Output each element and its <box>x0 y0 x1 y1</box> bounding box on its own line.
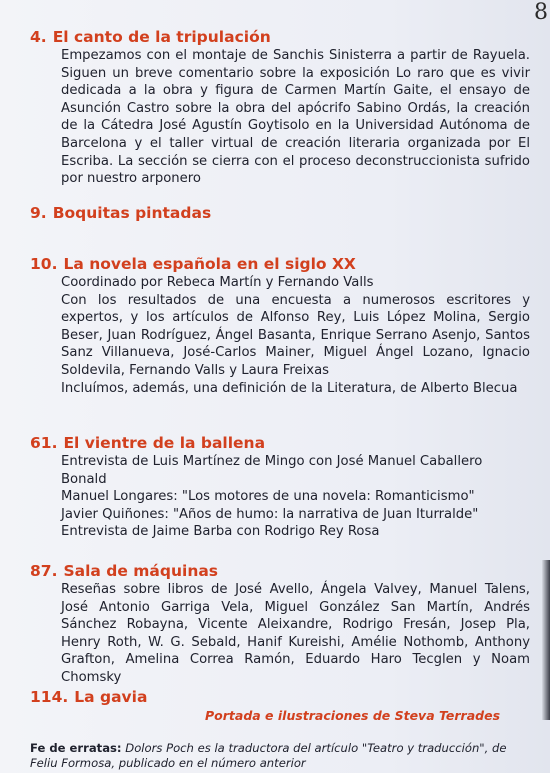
list-item: Manuel Longares: "Los motores de una novela: Romanticismo" <box>61 489 475 505</box>
section-number: 10. <box>30 255 58 273</box>
section-novela-espanola <box>30 254 530 397</box>
section-title: La novela española en el siglo XX <box>63 255 356 273</box>
page-edge-shadow <box>542 560 550 720</box>
list-item: Entrevista de Jaime Barba con Rodrigo Rey Rosa <box>61 524 380 540</box>
section-title: El vientre de la ballena <box>63 434 266 452</box>
section-title: El canto de la tripulación <box>52 28 271 46</box>
section-heading <box>30 27 530 47</box>
definition-line: Incluímos, además, una definición de la Literatura, de Alberto Blecua <box>61 380 518 396</box>
section-number: 114. <box>30 688 69 706</box>
section-description: Empezamos con el montaje de Sanchis Sinisterra a partir de Rayuela. Siguen un breve comentario sobre la exposición Lo raro que es vivir dedicada a la obra y figura de Carmen Martín Gaite, el ensayo de Asunción Castro sobre la obra del apócrifo Sabino Ordás, la creación de la Cátedra José Agustín Goytisolo en la Universidad Autónoma de Barcelona y el taller virtual de creación literaria organizada por El Escriba. La sección se cierra con el proceso deconstruccionista sufrido por nuestro arponero <box>61 48 530 187</box>
illustration-credit: Portada e ilustraciones de Steva Terrades <box>205 708 501 723</box>
section-boquitas-pintadas <box>30 203 530 223</box>
section-body <box>61 274 530 397</box>
section-heading <box>30 561 530 581</box>
section-title: Sala de máquinas <box>63 562 219 580</box>
contributors-paragraph: Con los resultados de una encuesta a numerosos escritores y expertos, y los artículos de Alfonso Rey, Luis López Molina, Sergio Beser, Juan Rodríguez, Ángel Basanta, Enrique Serrano Asenjo, Santos Sanz Villanueva, José-Carlos Mainer, Miguel Ángel Lozano, Ignacio Soldevila, Fernando Valls y Laura Freixas <box>61 292 530 378</box>
section-number: 87. <box>30 562 58 580</box>
section-la-gavia <box>30 687 530 707</box>
section-heading <box>30 254 530 274</box>
list-item: Javier Quiñones: "Años de humo: la narrativa de Juan Iturralde" <box>61 506 479 522</box>
section-canto-tripulacion <box>30 27 530 188</box>
section-vientre-ballena <box>30 433 530 541</box>
errata-text: Dolors Poch es la traductora del artículo "Teatro y traducción", de Feliu Formosa, publicado en el número anterior <box>30 741 507 770</box>
section-number: 61. <box>30 434 58 452</box>
section-description: Reseñas sobre libros de José Avello, Ángela Valvey, Manuel Talens, José Antonio Garriga Vela, Miguel González San Martín, Andrés Sánchez Robayna, Vicente Aleixandre, Rodrigo Fresán, Josep Pla, Henry Roth, W. G. Sebald, Hanif Kureishi, Amélie Nothomb, Anthony Grafton, Amelina Correa Ramón, Eduardo Haro Tecglen y Noam Chomsky <box>61 582 530 685</box>
coordinators-line: Coordinado por Rebeca Martín y Fernando Valls <box>61 275 374 290</box>
section-title: Boquitas pintadas <box>52 204 212 222</box>
section-sala-maquinas <box>30 561 530 687</box>
errata-label: Fe de erratas: <box>30 741 122 755</box>
section-heading <box>30 203 530 223</box>
section-number: 9. <box>30 204 47 222</box>
list-item: Entrevista de Luis Martínez de Mingo con José Manuel Caballero Bonald <box>61 454 483 487</box>
section-title: La gavia <box>74 688 148 706</box>
errata-note <box>30 741 530 771</box>
section-number: 4. <box>30 28 47 46</box>
section-heading <box>30 687 530 707</box>
section-body <box>61 453 530 541</box>
section-heading <box>30 433 530 453</box>
corner-page-mark: 8 <box>534 0 548 25</box>
